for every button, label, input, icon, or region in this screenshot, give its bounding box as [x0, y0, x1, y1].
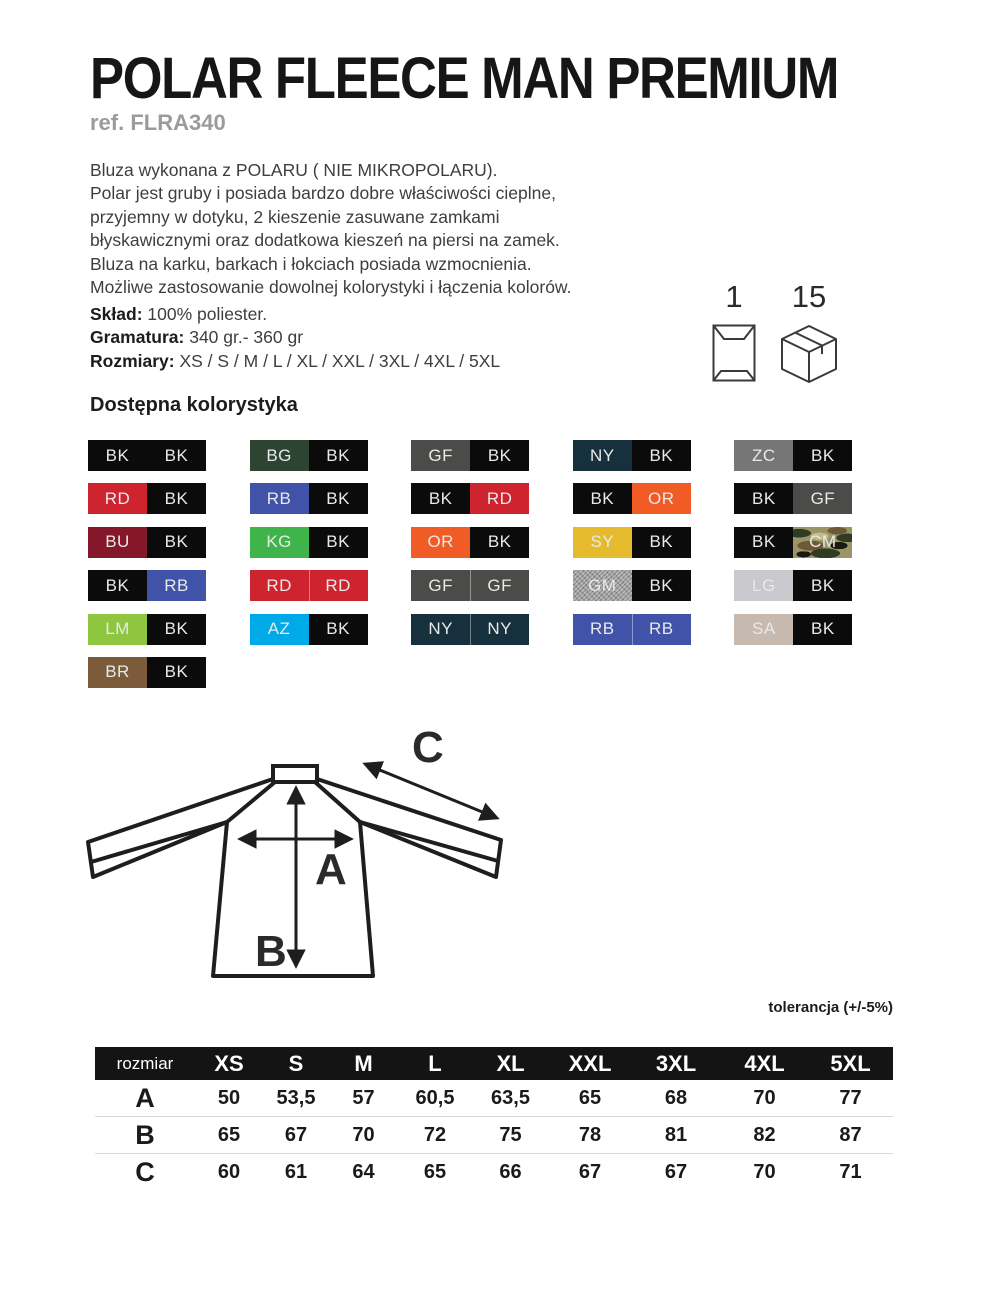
- color-code-RB: RB: [632, 614, 691, 645]
- color-code-NY: NY: [573, 440, 632, 471]
- color-swatch-GF-BK: [411, 440, 529, 471]
- measure-value-B-XL: 75: [499, 1123, 522, 1146]
- measure-value-B-M: 70: [352, 1123, 375, 1146]
- color-code-BK: BK: [147, 440, 206, 471]
- color-swatch-BK-RD: [411, 483, 529, 514]
- color-code-NY: NY: [411, 614, 470, 645]
- size-column-header-4XL: 4XL: [744, 1050, 785, 1076]
- color-code-RB: RB: [573, 614, 632, 645]
- measure-value-B-S: 67: [284, 1123, 308, 1146]
- color-code-BG: BG: [250, 440, 309, 471]
- size-column-header-XXL: XXL: [568, 1050, 612, 1076]
- polybag-icon: [712, 324, 756, 382]
- color-code-BK: BK: [88, 570, 147, 601]
- description-line: Bluza wykonana z POLARU ( NIE MIKROPOLARU).: [90, 160, 498, 180]
- color-code-BK: BK: [734, 483, 793, 514]
- color-code-BK: BK: [88, 440, 147, 471]
- description-line: przyjemny w dotyku, 2 kieszenie zasuwane zamkami: [90, 206, 500, 227]
- color-code-GF: GF: [411, 570, 470, 601]
- color-swatch-LG-BK: [734, 570, 852, 601]
- color-code-BK: BK: [147, 527, 206, 558]
- measure-value-A-XL: 63,5: [491, 1086, 530, 1109]
- spec-composition: Skład: 100% poliester.: [90, 304, 268, 324]
- measure-value-A-L: 60,5: [415, 1086, 455, 1109]
- bag-quantity: 1: [725, 279, 743, 314]
- color-code-BK: BK: [734, 527, 793, 558]
- color-code-RD: RD: [309, 570, 368, 601]
- size-column-header-S: S: [288, 1050, 304, 1076]
- color-code-BK: BK: [632, 570, 691, 601]
- size-table-row-A: [95, 1080, 893, 1116]
- description-line: Bluza na karku, barkach i łokciach posiada wzmocnienia.: [90, 253, 532, 274]
- measure-label-b: B: [255, 927, 287, 976]
- bag-packaging: [712, 281, 756, 384]
- color-swatch-NY-NY: [411, 614, 529, 645]
- measure-value-C-XL: 66: [499, 1160, 522, 1183]
- color-swatch-GF-GF: [411, 570, 529, 601]
- color-code-BU: BU: [88, 527, 147, 558]
- color-swatch-BR-BK: [88, 657, 206, 688]
- measure-value-C-5XL: 71: [839, 1160, 862, 1183]
- measure-value-A-3XL: 68: [664, 1086, 688, 1109]
- size-column-header-M: M: [354, 1050, 373, 1076]
- measure-value-C-L: 65: [423, 1160, 447, 1183]
- color-swatch-KG-BK: [250, 527, 368, 558]
- measure-label-a: A: [315, 845, 347, 894]
- jacket-diagram: [70, 718, 530, 998]
- color-swatch-SY-BK: [573, 527, 691, 558]
- description-line: Polar jest gruby i posiada bardzo dobre właściwości cieplne,: [90, 183, 556, 204]
- color-code-BK: BK: [793, 440, 852, 471]
- measure-label-c: C: [412, 723, 444, 772]
- description-line: Możliwe zastosowanie dowolnej kolorystyki i łączenia kolorów.: [90, 277, 572, 298]
- color-code-LG: LG: [734, 570, 793, 601]
- color-code-KG: KG: [250, 527, 309, 558]
- color-swatch-BU-BK: [88, 527, 206, 558]
- color-swatch-RB-RB: [573, 614, 691, 645]
- carton-icon: [778, 324, 840, 384]
- color-swatch-GM-BK: [573, 570, 691, 601]
- color-code-BK: BK: [411, 483, 470, 514]
- product-ref: ref. FLRA340: [90, 110, 226, 135]
- tolerance-note: tolerancja (+/-5%): [768, 999, 893, 1016]
- jacket-collar: [273, 766, 317, 782]
- measure-value-A-M: 57: [352, 1086, 375, 1109]
- colors-heading: Dostępna kolorystyka: [90, 394, 298, 416]
- measure-row-label-B: B: [135, 1119, 155, 1150]
- color-code-BK: BK: [632, 527, 691, 558]
- size-column-header-L: L: [428, 1050, 442, 1076]
- color-code-RD: RD: [250, 570, 309, 601]
- color-code-AZ: AZ: [250, 614, 309, 645]
- color-code-BR: BR: [88, 657, 147, 688]
- color-swatch-AZ-BK: [250, 614, 368, 645]
- measure-value-A-5XL: 77: [839, 1086, 862, 1109]
- jacket-left-sleeve: [88, 779, 273, 877]
- color-code-BK: BK: [470, 527, 529, 558]
- packaging-info: [712, 281, 840, 384]
- color-code-BK: BK: [632, 440, 691, 471]
- jacket-right-raglan-seam: [315, 782, 360, 822]
- measure-value-B-XXL: 78: [578, 1123, 602, 1146]
- color-swatch-ZC-BK: [734, 440, 852, 471]
- measure-value-C-XS: 60: [217, 1160, 241, 1183]
- color-code-BK: BK: [793, 614, 852, 645]
- color-code-RD: RD: [88, 483, 147, 514]
- color-swatch-BG-BK: [250, 440, 368, 471]
- color-swatch-LM-BK: [88, 614, 206, 645]
- measure-value-A-4XL: 70: [753, 1086, 776, 1109]
- color-code-BK: BK: [309, 440, 368, 471]
- carton-quantity: 15: [791, 279, 827, 314]
- color-code-RB: RB: [250, 483, 309, 514]
- measure-value-B-5XL: 87: [839, 1123, 862, 1146]
- color-swatch-grid: [88, 440, 852, 688]
- measure-value-C-S: 61: [284, 1160, 308, 1183]
- color-code-OR: OR: [411, 527, 470, 558]
- size-table-row-B: [95, 1116, 893, 1153]
- measure-value-B-4XL: 82: [753, 1123, 776, 1146]
- size-column-header-5XL: 5XL: [830, 1050, 871, 1076]
- description-line: błyskawicznymi oraz dodatkowa kieszeń na piersi na zamek.: [90, 230, 560, 251]
- color-code-RD: RD: [470, 483, 529, 514]
- color-swatch-BK-RB: [88, 570, 206, 601]
- measure-value-C-4XL: 70: [753, 1160, 776, 1183]
- color-code-CM: CM: [793, 527, 852, 558]
- color-code-BK: BK: [147, 483, 206, 514]
- color-code-BK: BK: [309, 527, 368, 558]
- product-specs: [90, 303, 500, 373]
- size-column-header-3XL: 3XL: [655, 1050, 697, 1076]
- color-code-SA: SA: [734, 614, 793, 645]
- color-code-SY: SY: [573, 527, 632, 558]
- measure-row-label-A: A: [135, 1082, 155, 1113]
- color-swatch-BK-OR: [573, 483, 691, 514]
- color-code-GF: GF: [411, 440, 470, 471]
- color-code-ZC: ZC: [734, 440, 793, 471]
- size-table-header: [95, 1047, 893, 1080]
- measure-value-A-XS: 50: [217, 1086, 241, 1109]
- measure-value-B-3XL: 81: [664, 1123, 688, 1146]
- size-table: [95, 1047, 893, 1190]
- color-swatch-RD-BK: [88, 483, 206, 514]
- color-code-BK: BK: [147, 614, 206, 645]
- size-column-header-XS: XS: [214, 1050, 244, 1076]
- color-code-NY: NY: [470, 614, 529, 645]
- size-table-corner-label: rozmiar: [116, 1053, 174, 1073]
- color-code-GF: GF: [793, 483, 852, 514]
- color-swatch-BK-GF: [734, 483, 852, 514]
- measure-value-B-L: 72: [423, 1123, 447, 1146]
- jacket-body: [213, 822, 373, 976]
- color-code-BK: BK: [309, 614, 368, 645]
- measure-value-C-XXL: 67: [578, 1160, 602, 1183]
- jacket-right-sleeve-seam: [360, 822, 498, 861]
- color-code-OR: OR: [632, 483, 691, 514]
- spec-weight: Gramatura: 340 gr.- 360 gr: [90, 327, 304, 348]
- measure-row-label-C: C: [135, 1156, 155, 1187]
- color-code-LM: LM: [88, 614, 147, 645]
- color-swatch-RB-BK: [250, 483, 368, 514]
- color-swatch-SA-BK: [734, 614, 852, 645]
- color-code-BK: BK: [147, 657, 206, 688]
- color-swatch-NY-BK: [573, 440, 691, 471]
- measure-value-A-S: 53,5: [276, 1086, 316, 1109]
- sleeve-arrow: [365, 764, 497, 818]
- color-code-GM: GM: [573, 570, 632, 601]
- color-code-RB: RB: [147, 570, 206, 601]
- size-column-header-XL: XL: [496, 1050, 525, 1076]
- color-swatch-BK-CM: [734, 527, 852, 558]
- color-code-BK: BK: [793, 570, 852, 601]
- size-table-row-C: [95, 1153, 893, 1190]
- color-code-BK: BK: [309, 483, 368, 514]
- color-swatch-OR-BK: [411, 527, 529, 558]
- product-description: [90, 159, 571, 299]
- measure-value-B-XS: 65: [217, 1123, 241, 1146]
- carton-packaging: [778, 281, 840, 384]
- measure-value-C-M: 64: [352, 1160, 375, 1183]
- color-code-GF: GF: [470, 570, 529, 601]
- page-title: POLAR FLEECE MAN PREMIUM: [90, 46, 839, 111]
- color-swatch-RD-RD: [250, 570, 368, 601]
- measure-value-C-3XL: 67: [664, 1160, 688, 1183]
- color-code-BK: BK: [470, 440, 529, 471]
- spec-sizes: Rozmiary: XS / S / M / L / XL / XXL / 3XL / 4XL / 5XL: [90, 350, 501, 371]
- color-swatch-BK-BK: [88, 440, 206, 471]
- jacket-left-sleeve-seam: [91, 822, 227, 862]
- measure-value-A-XXL: 65: [578, 1086, 602, 1109]
- color-code-BK: BK: [573, 483, 632, 514]
